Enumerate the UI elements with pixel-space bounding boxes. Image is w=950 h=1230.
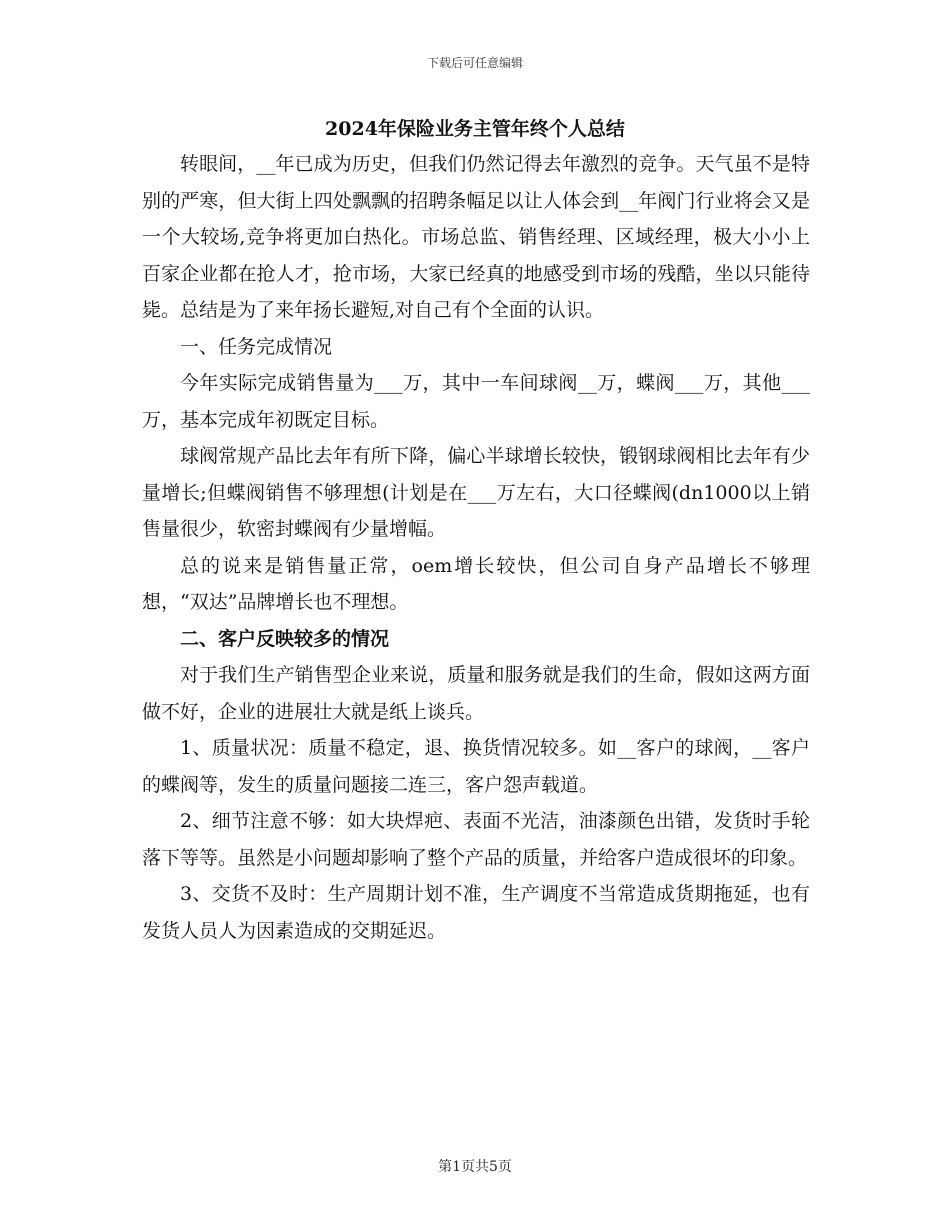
section-heading-task-completion: 一、任务完成情况 <box>180 335 333 358</box>
detail-issue-item: 2、细节注意不够：如大块焊疤、表面不光洁，油漆颜色出错，发货时手轮落下等等。虽然是小问题却影响了整个产品的质量，并给客户造成很坏的印象。 <box>142 810 810 869</box>
page-number: 第1页共5页 <box>438 1159 512 1175</box>
sales-volume-paragraph: 今年实际完成销售量为___万，其中一车间球阀__万，蝶阀___万，其他___万，基本完成年初既定目标。 <box>142 372 810 431</box>
delivery-issue-item: 3、交货不及时：生产周期计划不准，生产调度不当常造成货期拖延，也有发货人员人为因素造成的交期延迟。 <box>142 883 810 942</box>
section-heading-customer-feedback: 二、客户反映较多的情况 <box>180 627 390 650</box>
quality-issue-item: 1、质量状况：质量不稳定，退、换货情况较多。如__客户的球阀，__客户的蝶阀等，发生的质量问题接二连三，客户怨声载道。 <box>142 737 810 796</box>
sales-summary-paragraph: 总的说来是销售量正常，oem增长较快，但公司自身产品增长不够理想，“双达”品牌增长也不理想。 <box>142 554 810 613</box>
product-analysis-paragraph: 球阀常规产品比去年有所下降，偏心半球增长较快，锻钢球阀相比去年有少量增长;但蝶阀销售不够理想(计划是在___万左右，大口径蝶阀(dn1000以上销售量很少，软密封蝶阀有少量增幅。 <box>142 445 810 540</box>
quality-service-paragraph: 对于我们生产销售型企业来说，质量和服务就是我们的生命，假如这两方面做不好，企业的进展壮大就是纸上谈兵。 <box>142 664 810 723</box>
intro-paragraph: 转眼间，__年已成为历史，但我们仍然记得去年激烈的竞争。天气虽不是特别的严寒，但大街上四处飘飘的招聘条幅足以让人体会到__年阀门行业将会又是一个大较场,竞争将更加白热化。市场总监、销售经理、区域经理，极大小小上百家企业都在抢人才，抢市场，大家已经真的地感受到市场的残酷，坐以只能待毙。总结是为了来年扬长避短,对自己有个全面的认识。 <box>142 153 810 321</box>
header-note: 下载后可任意编辑 <box>426 56 523 70</box>
document-title: 2024年保险业务主管年终个人总结 <box>325 118 625 140</box>
document-body <box>142 146 810 949</box>
